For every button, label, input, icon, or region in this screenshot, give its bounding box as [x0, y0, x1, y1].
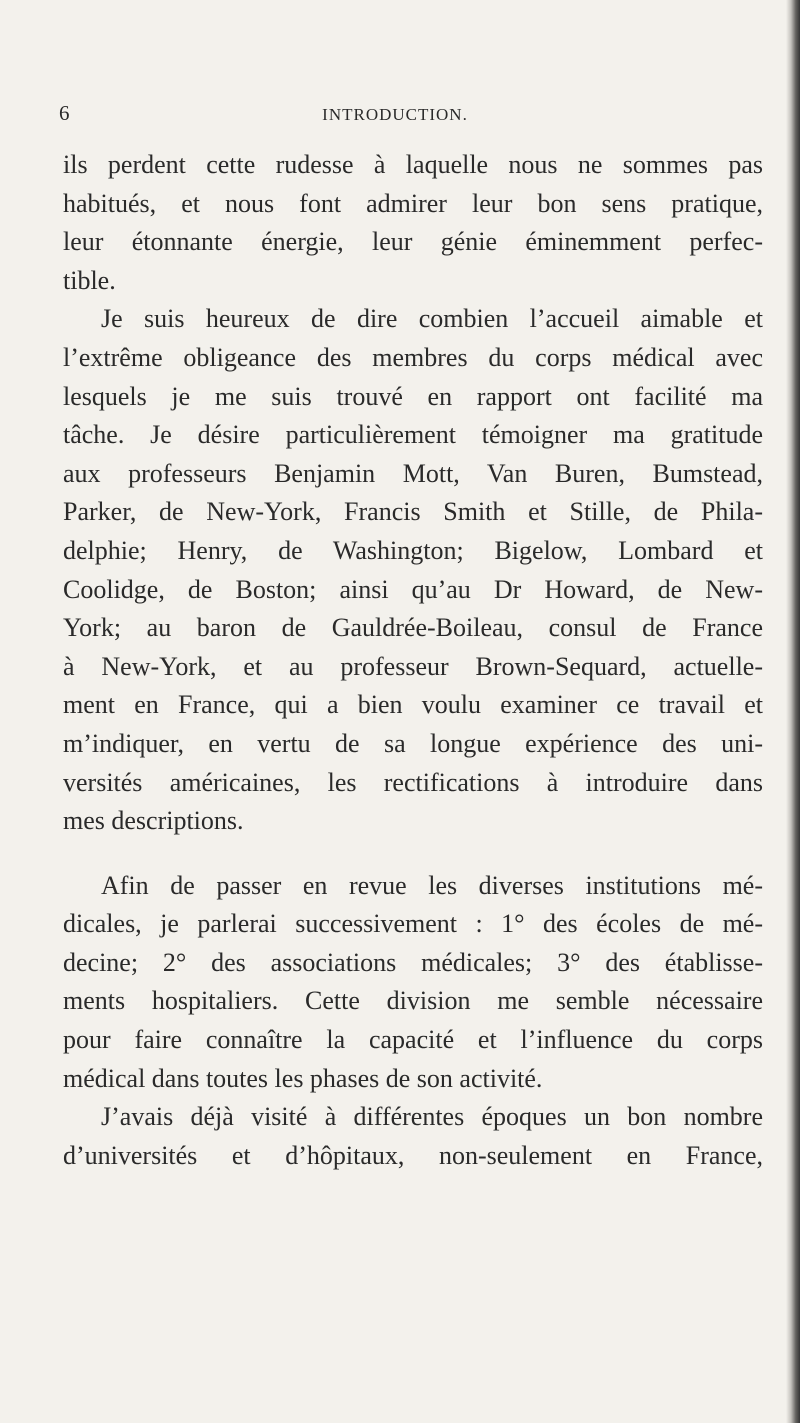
text-line: d’universités et d’hôpitaux, non-seulement en France,: [63, 1140, 763, 1170]
text-line: ment en France, qui a bien voulu examiner ce travail et: [63, 690, 763, 720]
text-line: ils perdent cette rudesse à laquelle nous ne sommes pas: [63, 150, 763, 179]
running-head: INTRODUCTION.: [322, 105, 468, 124]
paragraph: [63, 1098, 763, 1175]
text-line: Parker, de New-York, Francis Smith et Stille, de Phila-: [63, 497, 763, 527]
body-text: [63, 146, 763, 1175]
paragraph: [63, 867, 763, 1099]
page-number: 6: [59, 101, 70, 125]
paragraph: [63, 146, 763, 300]
text-line: ments hospitaliers. Cette division me semble nécessaire: [63, 986, 763, 1016]
page-edge-shadow: [786, 0, 800, 1423]
page-header: [55, 101, 755, 131]
text-line: pour faire connaître la capacité et l’influence du corps: [63, 1025, 763, 1055]
text-line: mes descriptions.: [63, 806, 244, 836]
text-line: Je suis heureux de dire combien l’accueil aimable et: [101, 304, 763, 334]
text-line: aux professeurs Benjamin Mott, Van Buren, Bumstead,: [63, 458, 763, 488]
text-line: à New-York, et au professeur Brown-Sequard, actuelle-: [63, 651, 763, 681]
text-line: dicales, je parlerai successivement : 1° des écoles de mé-: [63, 909, 763, 939]
text-line: decine; 2° des associations médicales; 3° des établisse-: [63, 947, 763, 977]
text-line: delphie; Henry, de Washington; Bigelow, Lombard et: [63, 535, 763, 565]
text-line: leur étonnante énergie, leur génie éminemment perfec-: [63, 227, 763, 257]
text-line: Afin de passer en revue les diverses institutions mé-: [101, 870, 763, 900]
text-line: versités américaines, les rectifications à introduire dans: [63, 767, 763, 797]
text-line: tâche. Je désire particulièrement témoigner ma gratitude: [63, 420, 763, 450]
text-line: Coolidge, de Boston; ainsi qu’au Dr Howard, de New-: [63, 574, 763, 604]
text-line: tible.: [63, 265, 116, 295]
paragraph-gap: [63, 841, 763, 867]
paragraph: [63, 300, 763, 840]
text-line: médical dans toutes les phases de son activité.: [63, 1063, 543, 1093]
text-line: lesquels je me suis trouvé en rapport ont facilité ma: [63, 381, 763, 411]
text-line: m’indiquer, en vertu de sa longue expérience des uni-: [63, 728, 763, 758]
text-line: habitués, et nous font admirer leur bon sens pratique,: [63, 188, 763, 218]
text-line: J’avais déjà visité à différentes époques un bon nombre: [101, 1102, 763, 1132]
text-line: l’extrême obligeance des membres du corps médical avec: [63, 342, 763, 372]
text-line: York; au baron de Gauldrée-Boileau, consul de France: [63, 613, 763, 643]
